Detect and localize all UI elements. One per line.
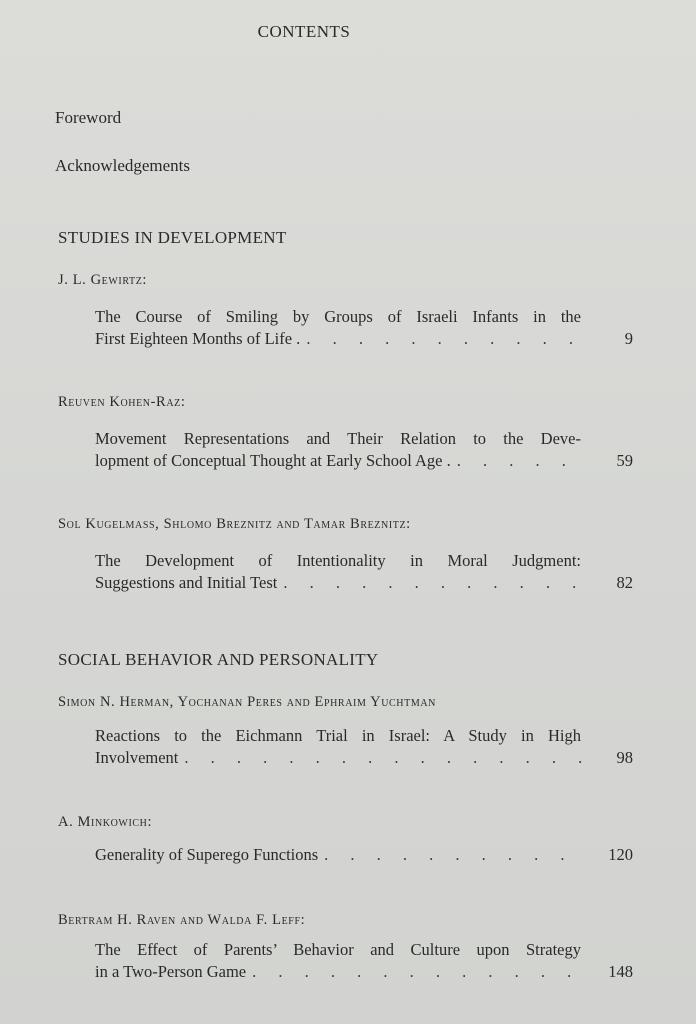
section-heading-development: STUDIES IN DEVELOPMENT bbox=[58, 228, 287, 247]
toc-entry bbox=[95, 550, 633, 594]
toc-entry bbox=[95, 428, 633, 472]
page-number: 98 bbox=[616, 748, 633, 767]
entry-title-line2: First Eighteen Months of Life . bbox=[95, 329, 301, 348]
entry-title-line2: Generality of Superego Functions bbox=[95, 845, 319, 864]
entry-title-line2: Suggestions and Initial Test bbox=[95, 573, 278, 592]
toc-entry bbox=[95, 725, 633, 769]
entry-title-line1: The Course of Smiling by Groups of Israeli Infants in the bbox=[95, 307, 581, 326]
entry-title-line1: Movement Representations and Their Relation to the Deve- bbox=[95, 429, 581, 448]
entry-authors: Bertram H. Raven and Walda F. Leff: bbox=[58, 912, 306, 928]
entry-title-line2: Involvement bbox=[95, 748, 179, 767]
page-number: 120 bbox=[608, 845, 633, 864]
section-heading-social: SOCIAL BEHAVIOR AND PERSONALITY bbox=[58, 650, 379, 669]
dot-leader bbox=[306, 328, 583, 350]
entry-authors: J. L. Gewirtz: bbox=[58, 272, 148, 288]
entry-authors: Sol Kugelmass, Shlomo Breznitz and Tamar Breznitz: bbox=[58, 516, 411, 532]
dot-leader bbox=[283, 572, 583, 594]
toc-entry bbox=[95, 939, 633, 983]
page-number: 82 bbox=[616, 573, 633, 592]
page-title: CONTENTS bbox=[257, 22, 351, 41]
entry-authors: A. Minkowich: bbox=[58, 814, 153, 830]
entry-title-line2: in a Two-Person Game bbox=[95, 962, 247, 981]
entry-title-line1: Reactions to the Eichmann Trial in Israel: A Study in High bbox=[95, 726, 581, 745]
page-number: 59 bbox=[616, 451, 633, 470]
page-number: 9 bbox=[624, 329, 633, 348]
acknowledgements-entry: Acknowledgements bbox=[55, 156, 191, 175]
entry-title-line1: The Development of Intentionality in Moral Judgment: bbox=[95, 551, 581, 570]
dot-leader bbox=[184, 747, 583, 769]
dot-leader bbox=[324, 844, 583, 866]
entry-authors: Reuven Kohen-Raz: bbox=[58, 394, 186, 410]
page-number: 148 bbox=[608, 962, 633, 981]
dot-leader bbox=[252, 961, 583, 983]
toc-entry bbox=[95, 844, 633, 866]
toc-entry bbox=[95, 306, 633, 350]
entry-authors: Simon N. Herman, Yochanan Peres and Ephraim Yuchtman bbox=[58, 694, 436, 710]
dot-leader bbox=[457, 450, 583, 472]
entry-title-line2: lopment of Conceptual Thought at Early School Age . bbox=[95, 451, 451, 470]
entry-title-line1: The Effect of Parents’ Behavior and Culture upon Strategy bbox=[95, 940, 581, 959]
foreword-entry: Foreword bbox=[55, 108, 122, 127]
